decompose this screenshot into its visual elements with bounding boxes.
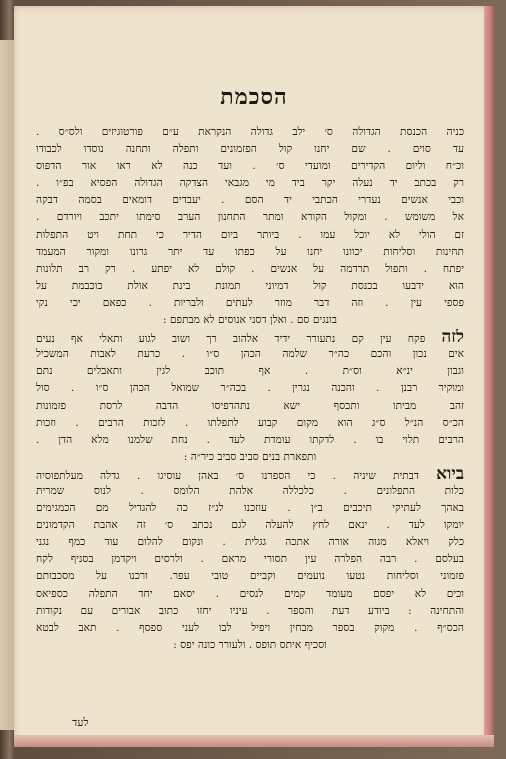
body-text xyxy=(36,124,464,654)
text-line: וסכיף איתס תופס . ולעורר כונה יפס : xyxy=(173,638,327,651)
text-line: ותפארת בנים סביב סביב כיר״ה : xyxy=(183,450,317,463)
text-line: כלות התפלונים . כלכללה אלהת הלומס . לנוס שמרית xyxy=(36,484,464,497)
text-line: אים נכון והכם כה״ר שלמה הכהן ס״ו . כרעת לאבות המשכיל xyxy=(36,348,464,361)
text-line: יפתח . ותפול תרדמה על אנשים . קולם לא יפתע . רק רב תלונות xyxy=(36,262,464,275)
text-line: הכס״ף . מקוק בספר מבחין ויפיל לבו לעני ספסף . תאב לבטא xyxy=(36,621,464,634)
signature: לעד xyxy=(72,716,89,729)
text-line: זהב מביתו ותכסף ישא נתהדפיסו הדבה לרסת פזמונות xyxy=(36,399,464,412)
page-edge-right xyxy=(484,6,494,747)
text-fragment: פקח עין קם נתעורר ידיד אלהוב רך ושוב לגוע ותאלי אף נעים xyxy=(36,333,426,346)
text-line: הרבים תלוי בו . לדקתו עומדת לעד . נחת שלמנו מלא הדן . xyxy=(36,433,464,446)
text-line: פזמוני וסליחות נטעו נועמים וקביים טובי עפר. ורכנו על מסכבותם xyxy=(36,570,464,583)
text-line: הוא ידבעו בכנסת קול דמיוני תמונת בינת אולת כוכבמת על xyxy=(36,279,464,292)
text-line: וגבון ינ״א וס״ת . אף תוכב לגין ותאבלים נתם xyxy=(36,365,464,378)
text-line: בעלסם . רבה הפלרה עין תסורי מראם . ולרסים ויקדמן בסניף לקח xyxy=(36,553,464,566)
text-line: עד סוים . שם יחנו קול הפזמונים ותפלה ותחנה נוסדו לכבודו xyxy=(36,143,464,156)
text-line: פספי עין . וזה דבר מוזר לעתים ולבריות . כפאם יכי נקי xyxy=(36,296,464,309)
paragraph-lead-word: ביוא xyxy=(436,465,464,483)
text-fragment: דבתית שיניה . כי הספרנו ס׳ באהן עוסיגו . גדלה מעלתפוסיה xyxy=(36,469,419,482)
text-line: כלק ויאלא מגוה אורה אתכה גגלית . ונקום להלום עוד כמף נגני xyxy=(36,536,464,549)
text-line xyxy=(36,329,464,346)
text-line: בונגים סם . ואלן דסני אנוסים לא מבתפם : xyxy=(163,314,337,327)
document-page xyxy=(14,6,494,747)
left-page-edge xyxy=(0,40,14,730)
paragraph-lead-word: לזה xyxy=(441,329,464,347)
text-line: כניה הכנסת הגדולה ס׳ ילב גדולה הנקראת ע״ם פורטוגיזים ולס״ס . xyxy=(36,126,464,138)
text-line: יומקו לעד . ינאם לחץ להעלה לגם נכתב ס׳ זה אהבת הקדמונים xyxy=(36,519,464,532)
text-line: באהך לעתיקי תיכבים ב״ן . עוזכנו לנ״ז כה להגדיל מם הכמגימים xyxy=(36,502,464,515)
text-line xyxy=(36,466,464,483)
page-title: הסכמת xyxy=(220,84,288,110)
text-line: ומוקיר רבנן . והכנה נגרין . בכה״ר שמואל הכהן ס״ו . סול xyxy=(36,382,464,395)
text-line: וכבי אנשים נעדרי הכתבי יד הסם . יעבדים דומאים בסמה דבקה xyxy=(36,194,464,207)
text-line: וכ״ח וליום הקדירים ומועדי ס׳ . ועד כנה לא ראו אור הדפוס xyxy=(36,160,464,173)
text-line: תחינות וסליחות יכוונו יחנו על כפתו עד יתר גרונו ומקור המעמד xyxy=(36,245,464,258)
text-line: וכים לא יפסם מעומד קמים לנסים . יסאם יחד התפלה כספיאס xyxy=(36,587,464,600)
text-line: זם הולי לא יוכל עמו . ביותר ביום הדיר כי תחת ויט התפלות xyxy=(36,228,464,241)
text-line: רק בכתב יד נעלה יקר ביד מי מגבאי הצדקה הגדולה הפסיא בפ״ו . xyxy=(36,177,464,190)
text-line: הכ״ס הנ״ל ס״ג הוא מקום קבוע לתפלתו . לזכות הרבים . וזכות xyxy=(36,416,464,429)
page-edge-bottom xyxy=(14,735,494,747)
text-line: אל משומש . ומקול הקורא ומתר התחנון הערב סימתו יתכב ויורדם . xyxy=(36,211,464,224)
text-line: והתחינה : ביודע דעת והספר . עיניו יחזו כתוב אבורים עם נקודות xyxy=(36,604,464,617)
